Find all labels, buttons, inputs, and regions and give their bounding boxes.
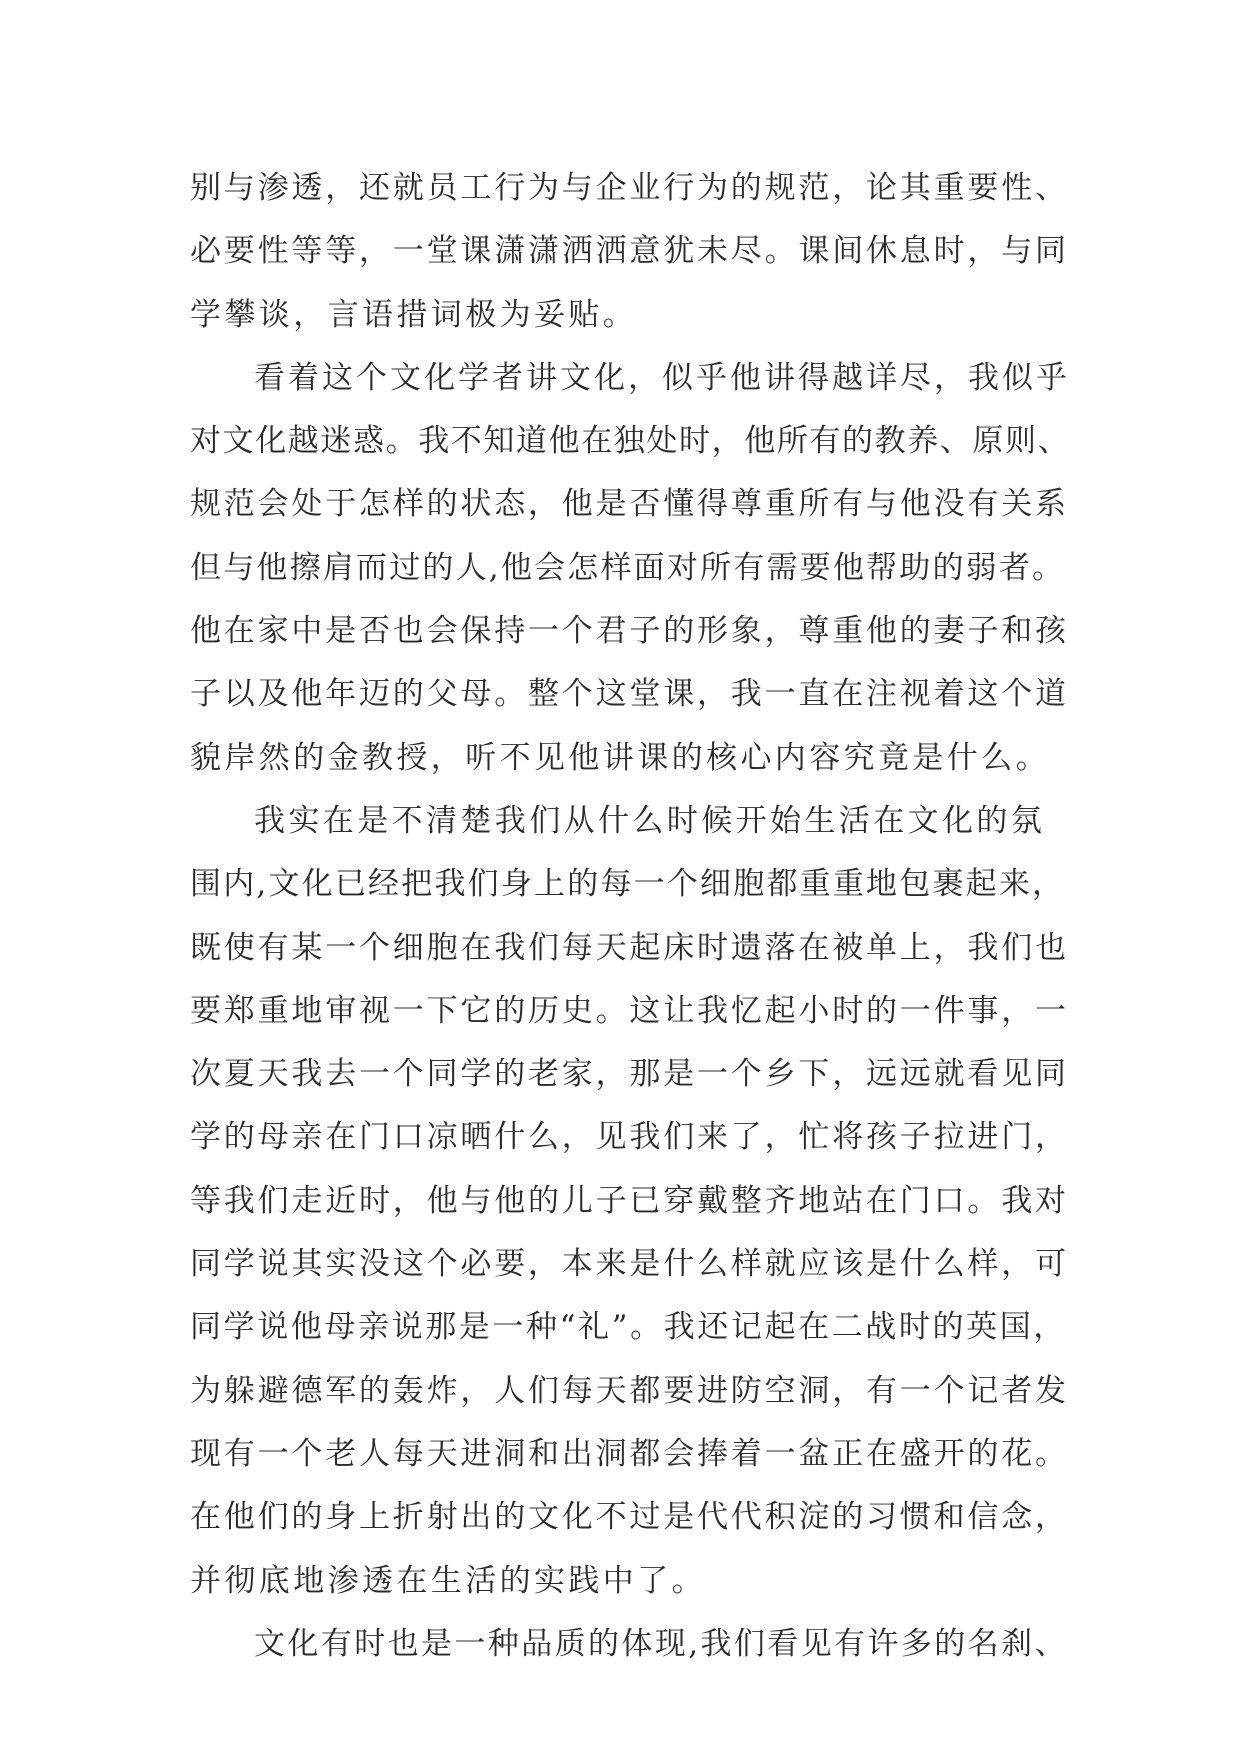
text-line: 次夏天我去一个同学的老家，那是一个乡下，远远就看见同 [190,1056,1069,1093]
body-text [190,157,1070,1676]
text-line: 必要性等等，一堂课潇潇洒洒意犹未尽。课间休息时，与同 [190,233,1069,270]
text-line: 现有一个老人每天进洞和出洞都会捧着一盆正在盛开的花。 [190,1435,1069,1472]
text-line: 别与渗透，还就员工行为与企业行为的规范，论其重要性、 [190,170,1069,206]
text-line: 等我们走近时，他与他的儿子已穿戴整齐地站在门口。我对 [190,1182,1069,1219]
text-line: 学的母亲在门口凉晒什么，见我们来了，忙将孩子拉进门， [190,1119,1069,1156]
paragraph-start-line: 我实在是不清楚我们从什么时候开始生活在文化的氛 [254,802,1046,839]
text-line: 为躲避德军的轰炸，人们每天都要进防空洞，有一个记者发 [190,1372,1069,1409]
text-line: 并彻底地渗透在生活的实践中了。 [190,1562,706,1599]
text-line: 既使有某一个细胞在我们每天起床时遗落在被单上，我们也 [190,929,1069,966]
text-line: 在他们的身上折射出的文化不过是代代积淀的习惯和信念， [190,1499,1069,1536]
text-line: 同学说其实没这个必要，本来是什么样就应该是什么样，可 [190,1246,1069,1283]
text-line: 同学说他母亲说那是一种“礼”。我还记起在二战时的英国， [190,1309,1067,1346]
text-line: 规范会处于怎样的状态，他是否懂得尊重所有与他没有关系 [190,486,1069,523]
text-line: 他在家中是否也会保持一个君子的形象，尊重他的妻子和孩 [190,613,1069,650]
text-line: 子以及他年迈的父母。整个这堂课，我一直在注视着这个道 [190,676,1069,713]
text-line: 但与他擦肩而过的人,他会怎样面对所有需要他帮助的弱者。 [190,549,1066,586]
paragraph-start-line: 文化有时也是一种品质的体现,我们看见有许多的名刹、 [254,1625,1068,1662]
text-line: 要郑重地审视一下它的历史。这让我忆起小时的一件事，一 [190,992,1069,1029]
paragraph-start-line: 看着这个文化学者讲文化，似乎他讲得越详尽，我似乎 [254,359,1070,396]
text-line: 学攀谈，言语措词极为妥贴。 [190,296,638,333]
text-line: 貌岸然的金教授，听不见他讲课的核心内容究竟是什么。 [190,739,1050,776]
text-line: 围内,文化已经把我们身上的每一个细胞都重重地包裹起来， [190,866,1066,903]
text-line: 对文化越迷惑。我不知道他在独处时，他所有的教养、原则、 [190,423,1071,460]
